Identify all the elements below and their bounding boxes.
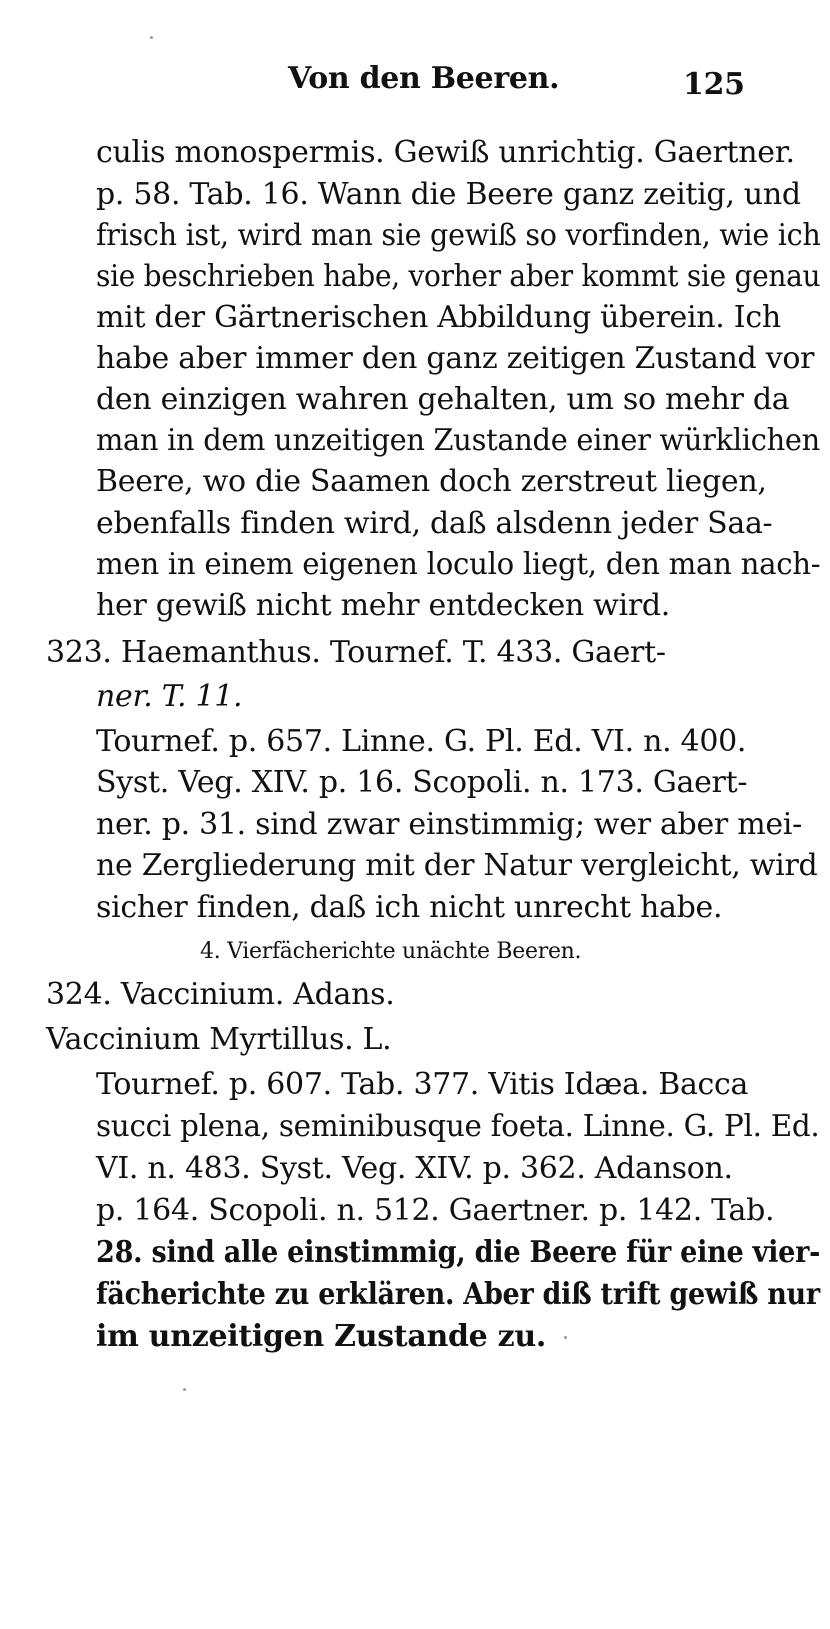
text-line: Tournef. p. 657. Linne. G. Pl. Ed. VI. n. 400. <box>96 724 747 759</box>
section-heading: 4. Vierfächerichte unächte Beeren. <box>200 939 582 964</box>
text-line: p. 164. Scopoli. n. 512. Gaertner. p. 142. Tab. <box>96 1193 775 1228</box>
text-line: culis monospermis. Gewiß unrichtig. Gaertner. <box>96 135 795 170</box>
text-line: man in dem unzeitigen Zustande einer würklichen <box>96 423 820 458</box>
text-line: den einzigen wahren gehalten, um so mehr da <box>96 382 790 417</box>
text-line: ne Zergliederung mit der Natur vergleicht, wird <box>96 848 818 883</box>
text-line: sie beschrieben habe, vorher aber kommt sie genau <box>96 259 821 294</box>
text-line: frisch ist, wird man sie gewiß so vorfinden, wie ich <box>96 218 821 253</box>
text-line: 28. sind alle einstimmig, die Beere für eine vier- <box>96 1235 821 1270</box>
text-line: her gewiß nicht mehr entdecken wird. <box>96 588 671 623</box>
text-line: p. 58. Tab. 16. Wann die Beere ganz zeitig, und <box>96 177 801 212</box>
entry-heading-haemanthus: 323. Haemanthus. Tournef. T. 433. Gaert- <box>46 635 666 670</box>
text-line: ner. T. 11. <box>96 679 243 714</box>
paper-speck <box>150 36 153 39</box>
running-title: Von den Beeren. <box>288 61 560 96</box>
text-line: habe aber immer den ganz zeitigen Zustand vor <box>96 341 815 376</box>
paper-speck <box>564 1336 567 1339</box>
text-line: VI. n. 483. Syst. Veg. XIV. p. 362. Adanson. <box>96 1151 733 1186</box>
text-line: succi plena, seminibusque foeta. Linne. G. Pl. Ed. <box>96 1109 820 1144</box>
text-line: Tournef. p. 607. Tab. 377. Vitis Idæa. Bacca <box>96 1067 749 1102</box>
text-line: Syst. Veg. XIV. p. 16. Scopoli. n. 173. Gaert- <box>96 765 748 800</box>
entry-heading-vaccinium: 324. Vaccinium. Adans. <box>46 977 395 1012</box>
text-line: im unzeitigen Zustande zu. <box>96 1319 547 1354</box>
text-line: ner. p. 31. sind zwar einstimmig; wer aber mei- <box>96 807 802 842</box>
text-line: men in einem eigenen loculo liegt, den man nach- <box>96 547 821 582</box>
paper-speck <box>183 1388 186 1391</box>
text-line: Vaccinium Myrtillus. L. <box>46 1022 392 1057</box>
text-line: fächerichte zu erklären. Aber diß trift gewiß nur <box>96 1277 820 1312</box>
text-line: sicher finden, daß ich nicht unrecht habe. <box>96 890 723 925</box>
text-line: ebenfalls finden wird, daß alsdenn jeder Saa- <box>96 506 773 541</box>
text-line: Beere, wo die Saamen doch zerstreut liegen, <box>96 464 767 499</box>
page-number: 125 <box>683 67 745 102</box>
text-line: mit der Gärtnerischen Abbildung überein. Ich <box>96 300 781 335</box>
